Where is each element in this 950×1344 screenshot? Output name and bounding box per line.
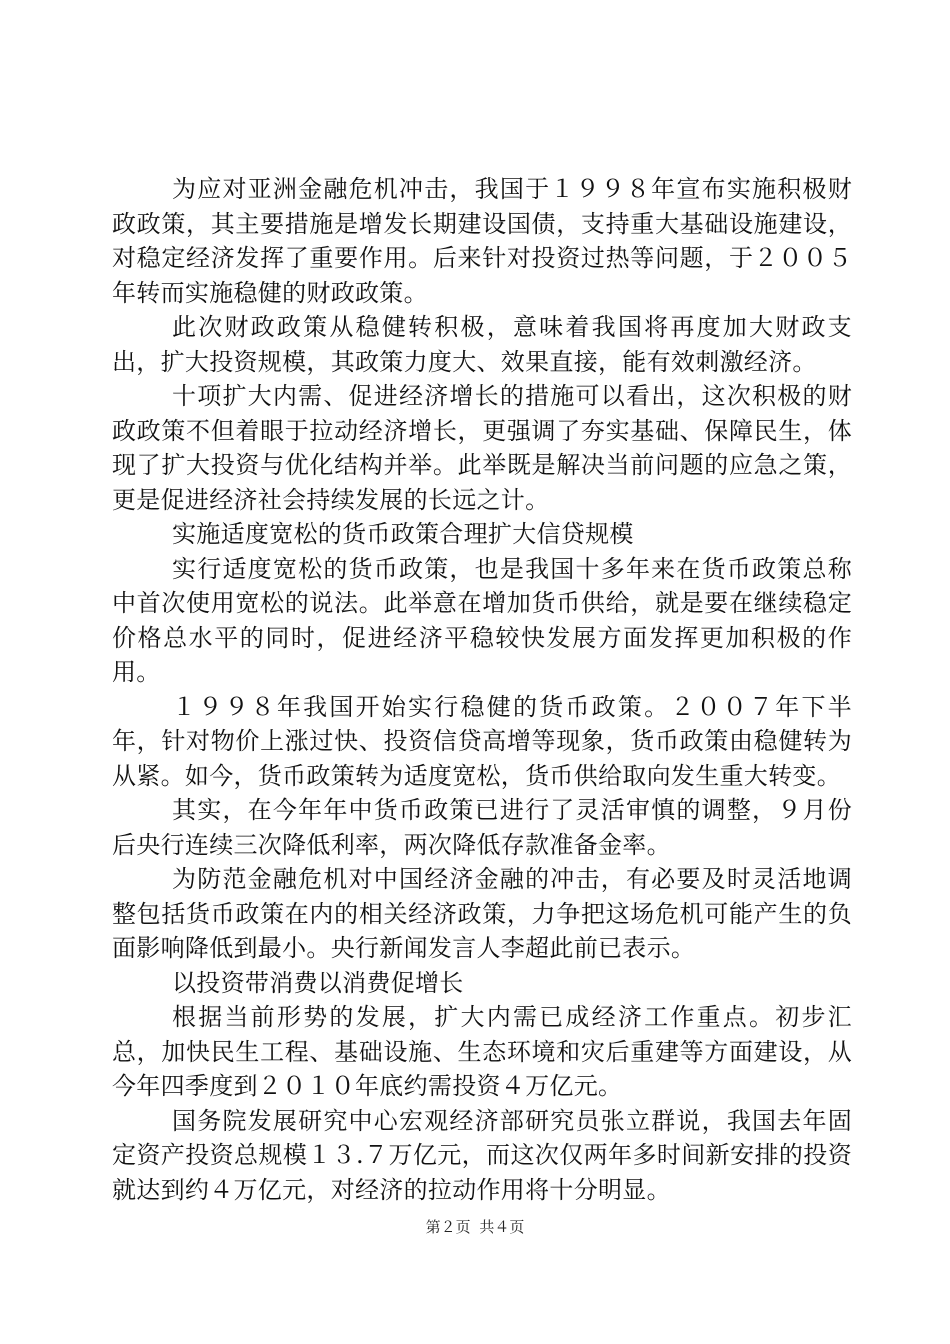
paragraph-fiscal-history: 为应对亚洲金融危机冲击，我国于１９９８年宣布实施积极财政政策，其主要措施是增发长期建设国债，支持重大基础设施建设，对稳定经济发挥了重要作用。后来针对投资过热等问题，于２００５年转而实施稳健的财政政策。 <box>112 175 852 307</box>
page-total: 共４页 <box>479 1218 525 1236</box>
section-heading-monetary: 实施适度宽松的货币政策合理扩大信贷规模 <box>172 520 634 548</box>
paragraph-domestic-demand: 根据当前形势的发展，扩大内需已成经济工作重点。初步汇总，加快民生工程、基础设施、生态环境和灾后重建等方面建设，从今年四季度到２０１０年底约需投资４万亿元。 <box>112 1003 852 1100</box>
paragraph-loose-monetary: 实行适度宽松的货币政策，也是我国十多年来在货币政策总称中首次使用宽松的说法。此举意在增加货币供给，就是要在继续稳定价格总水平的同时，促进经济平稳较快发展方面发挥更加积极的作用。 <box>112 554 852 686</box>
paragraph-monetary-history: １９９８年我国开始实行稳健的货币政策。２００７年下半年，针对物价上涨过快、投资信贷高增等现象，货币政策由稳健转为从紧。如今，货币政策转为适度宽松，货币供给取向发生重大转变。 <box>112 692 852 790</box>
document-body <box>112 172 852 1207</box>
paragraph-ten-measures: 十项扩大内需、促进经济增长的措施可以看出，这次积极的财政政策不但着眼于拉动经济增长，更强调了夯实基础、保障民生，体现了扩大投资与优化结构并举。此举既是解决当前问题的应急之策，更是促进经济社会持续发展的长远之计。 <box>112 382 852 514</box>
page-number: 第２页 <box>425 1218 471 1236</box>
section-heading-investment: 以投资带消费以消费促增长 <box>172 968 464 997</box>
paragraph-rate-cuts: 其实，在今年年中货币政策已进行了灵活审慎的调整，９月份后央行连续三次降低利率，两次降低存款准备金率。 <box>112 796 852 859</box>
paragraph-fiscal-shift: 此次财政政策从稳健转积极，意味着我国将再度加大财政支出，扩大投资规模，其政策力度大、效果直接，能有效刺激经济。 <box>112 313 852 376</box>
paragraph-expert-comment: 国务院发展研究中心宏观经济部研究员张立群说，我国去年固定资产投资总规模１３.７万亿元，而这次仅两年多时间新安排的投资就达到约４万亿元，对经济的拉动作用将十分明显。 <box>112 1106 852 1204</box>
paragraph-central-bank-statement: 为防范金融危机对中国经济金融的冲击，有必要及时灵活地调整包括货币政策在内的相关经济政策，力争把这场危机可能产生的负面影响降低到最小。央行新闻发言人李超此前已表示。 <box>112 865 852 962</box>
page-footer <box>0 1216 950 1237</box>
